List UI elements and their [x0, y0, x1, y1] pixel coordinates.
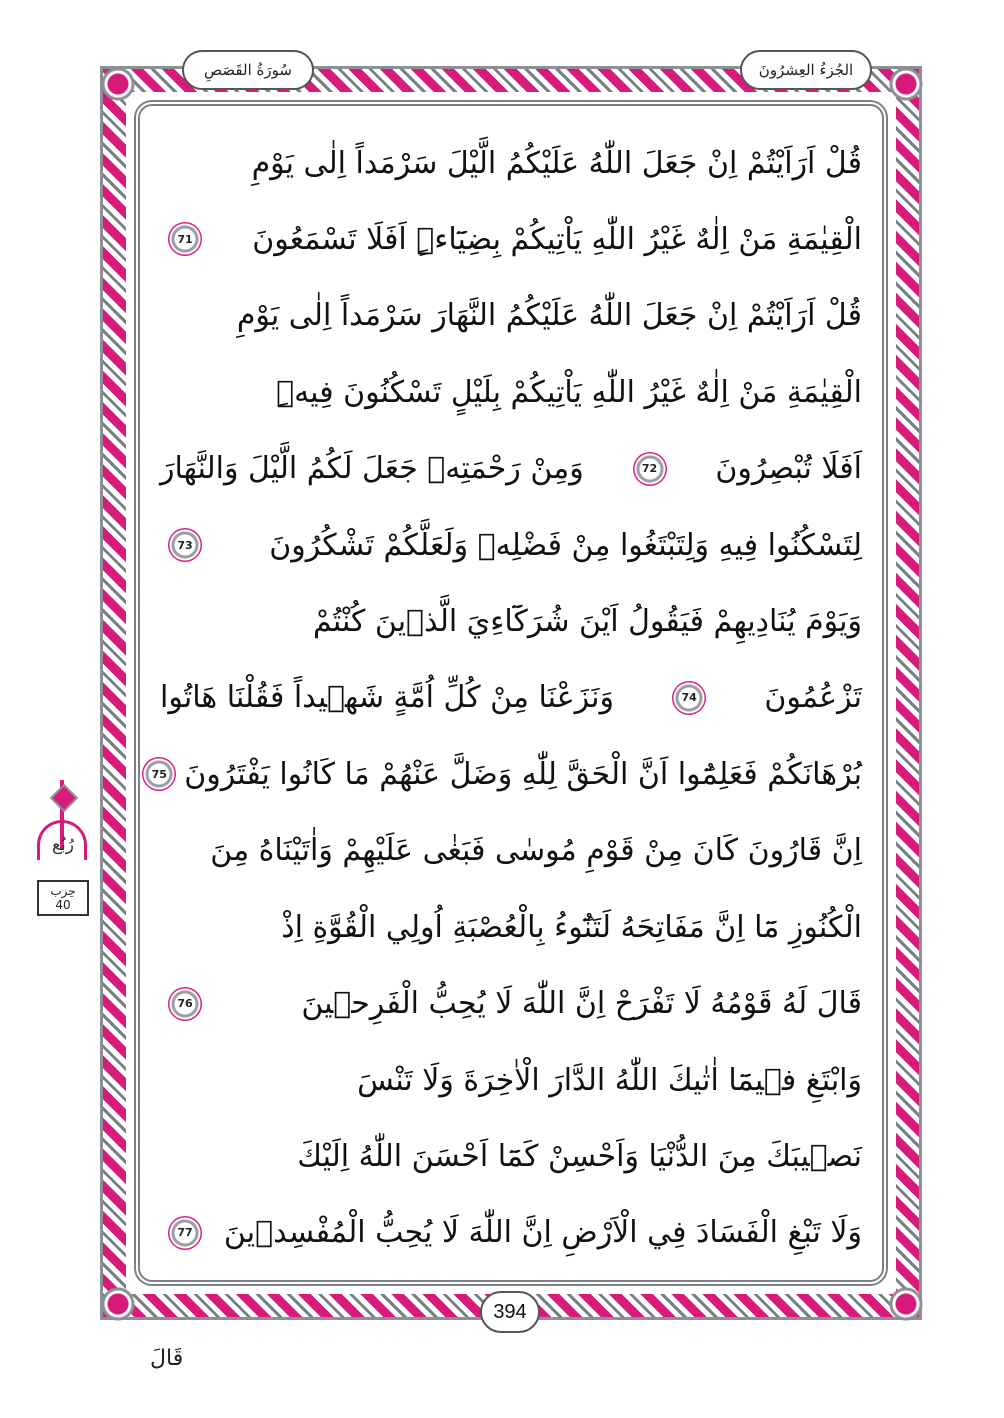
verse-line: [160, 892, 862, 962]
verse-line: [160, 510, 862, 580]
verse-line: [160, 969, 862, 1039]
verse-text: نَص۪يبَكَ مِنَ الدُّنْيَا وَاَحْسِنْ كَمَٓا اَحْسَنَ اللّٰهُ اِلَيْكَ: [297, 1138, 862, 1174]
verse-line: [160, 587, 862, 657]
corner-ornament: [886, 64, 926, 104]
verse-text: تَزْعُمُونَ: [764, 680, 862, 716]
hizb-label: حِزب: [50, 884, 76, 898]
catchword: قَالَ: [150, 1346, 184, 1371]
ayah-number-marker: 75: [142, 757, 176, 791]
hizb-box: [37, 880, 89, 916]
ayah-number-marker: 77: [168, 1216, 202, 1250]
hizb-number: 40: [55, 898, 71, 912]
hizb-marker: [31, 780, 95, 920]
verse-line: [160, 281, 862, 351]
verse-text: الْقِيٰمَةِ مَنْ اِلٰهٌ غَيْرُ اللّٰهِ يَاْتِيكُمْ بِلَيْلٍ تَسْكُنُونَ فِيهِۜ: [276, 374, 862, 410]
verse-text: لِتَسْكُنُوا فِيهِ وَلِتَبْتَغُوا مِنْ فَضْلِه۪ وَلَعَلَّكُمْ تَشْكُرُونَ: [269, 527, 862, 563]
verse-line: [160, 357, 862, 427]
verse-line: [151, 739, 862, 809]
verse-text: اِنَّ قَارُونَ كَانَ مِنْ قَوْمِ مُوسٰى فَبَغٰى عَلَيْهِمْ وَاٰتَيْنَاهُ مِنَ: [210, 833, 862, 869]
verse-text: قُلْ اَرَاَيْتُمْ اِنْ جَعَلَ اللّٰهُ عَلَيْكُمُ النَّهَارَ سَرْمَداً اِلٰى يَوْمِ: [236, 298, 862, 334]
page-number: 394: [480, 1291, 540, 1333]
ayah-number-marker: 72: [633, 452, 667, 486]
juz-label: الجُزءُ العِشرُونَ: [740, 50, 872, 90]
verse-line: [160, 128, 862, 198]
verse-line: [160, 816, 862, 886]
verse-text: الْكُنُوزِ مَٓا اِنَّ مَفَاتِحَهُ لَتَنُٓوءُ بِالْعُصْبَةِ اُولِي الْقُوَّةِ اِذْ: [281, 909, 862, 945]
verse-text-block: [151, 128, 862, 1268]
corner-ornament: [98, 1284, 138, 1324]
verse-text: وَمِنْ رَحْمَتِه۪ جَعَلَ لَكُمُ الَّيْلَ وَالنَّهَارَ: [160, 451, 584, 487]
ayah-number-marker: 73: [168, 528, 202, 562]
ayah-number-marker: 76: [168, 987, 202, 1021]
verse-text: وَنَزَعْنَا مِنْ كُلِّ اُمَّةٍ شَه۪يداً فَقُلْنَا هَاتُوا: [160, 680, 614, 716]
verse-line: [160, 1198, 862, 1268]
surah-name-label: سُورَةُ القَصَصِ: [182, 50, 314, 90]
verse-text: وَابْتَغِ ف۪يمَٓا اٰتٰيكَ اللّٰهُ الدَّارَ الْاٰخِرَةَ وَلَا تَنْسَ: [357, 1062, 862, 1098]
verse-line: [160, 1045, 862, 1115]
quarter-label: رُبُع: [52, 835, 74, 855]
corner-ornament: [98, 64, 138, 104]
verse-text: اَفَلَا تُبْصِرُونَ: [715, 451, 862, 487]
verse-line: [160, 1121, 862, 1191]
verse-text: الْقِيٰمَةِ مَنْ اِلٰهٌ غَيْرُ اللّٰهِ يَاْتِيكُمْ بِضِيَٓاءٍۜ اَفَلَا تَسْمَعُونَ: [252, 221, 862, 257]
verse-text: وَلَا تَبْغِ الْفَسَادَ فِي الْاَرْضِ اِنَّ اللّٰهَ لَا يُحِبُّ الْمُفْسِد۪ينَ: [223, 1215, 862, 1251]
corner-ornament: [886, 1284, 926, 1324]
verse-text: وَيَوْمَ يُنَادِيهِمْ فَيَقُولُ اَيْنَ شُرَكَٓاءِيَ الَّذ۪ينَ كُنْتُمْ: [312, 604, 862, 640]
verse-text: قُلْ اَرَاَيْتُمْ اِنْ جَعَلَ اللّٰهُ عَلَيْكُمُ الَّيْلَ سَرْمَداً اِلٰى يَوْمِ: [251, 145, 862, 181]
verse-text: قَالَ لَهُ قَوْمُهُ لَا تَفْرَحْ اِنَّ اللّٰهَ لَا يُحِبُّ الْفَرِح۪ينَ: [301, 986, 862, 1022]
verse-text: بُرْهَانَكُمْ فَعَلِمُٓوا اَنَّ الْحَقَّ لِلّٰهِ وَضَلَّ عَنْهُمْ مَا كَانُوا يَفْتَرُونَ: [184, 756, 862, 792]
ayah-number-marker: 74: [672, 681, 706, 715]
verse-line: [160, 204, 862, 274]
verse-line: [160, 434, 862, 504]
verse-line: [160, 663, 862, 733]
ayah-number-marker: 71: [168, 222, 202, 256]
